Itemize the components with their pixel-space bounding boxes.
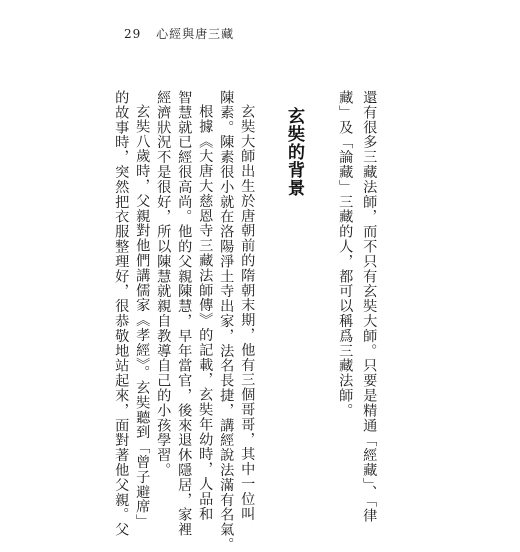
section-heading: 玄奘的背景 [284, 107, 304, 197]
intro-line-1: 還有很多三藏法師，而不只有玄奘大師。只要是精通「經藏」、「律 [361, 90, 378, 523]
running-header [124, 25, 234, 42]
book-title: 心經與唐三藏 [156, 27, 235, 41]
body-line-1: 玄奘大師出生於唐朝前的隋朝末期，他有三個哥哥，其中一位叫 [239, 104, 256, 522]
body-line-4: 智慧就已經很高尚。他的父親陳慧，早年當官，後來退休隱居，家裡 [176, 90, 193, 537]
body-line-2: 陳素。陳素很小就在洛陽淨土寺出家，法名長捷，講經說法滿有名氣。 [218, 90, 235, 552]
body-line-3: 根據《大唐大慈恩寺三藏法師傳》的記載，玄奘年幼時，人品和 [197, 104, 214, 522]
body-line-7: 的故事時，突然把衣服整理好，很恭敬地站起來，面對著他父親。父 [113, 90, 130, 537]
page-number: 29 [124, 27, 142, 41]
intro-line-2: 藏」及「論藏」三藏的人，都可以稱爲三藏法師。 [337, 90, 354, 418]
body-line-6: 玄奘八歲時，父親對他們講儒家《孝經》。玄奘聽到「曾子避席」 [134, 104, 151, 529]
body-line-5: 經濟狀況不是很好，所以陳慧就親自教導自己的小孩學習。 [155, 90, 172, 478]
